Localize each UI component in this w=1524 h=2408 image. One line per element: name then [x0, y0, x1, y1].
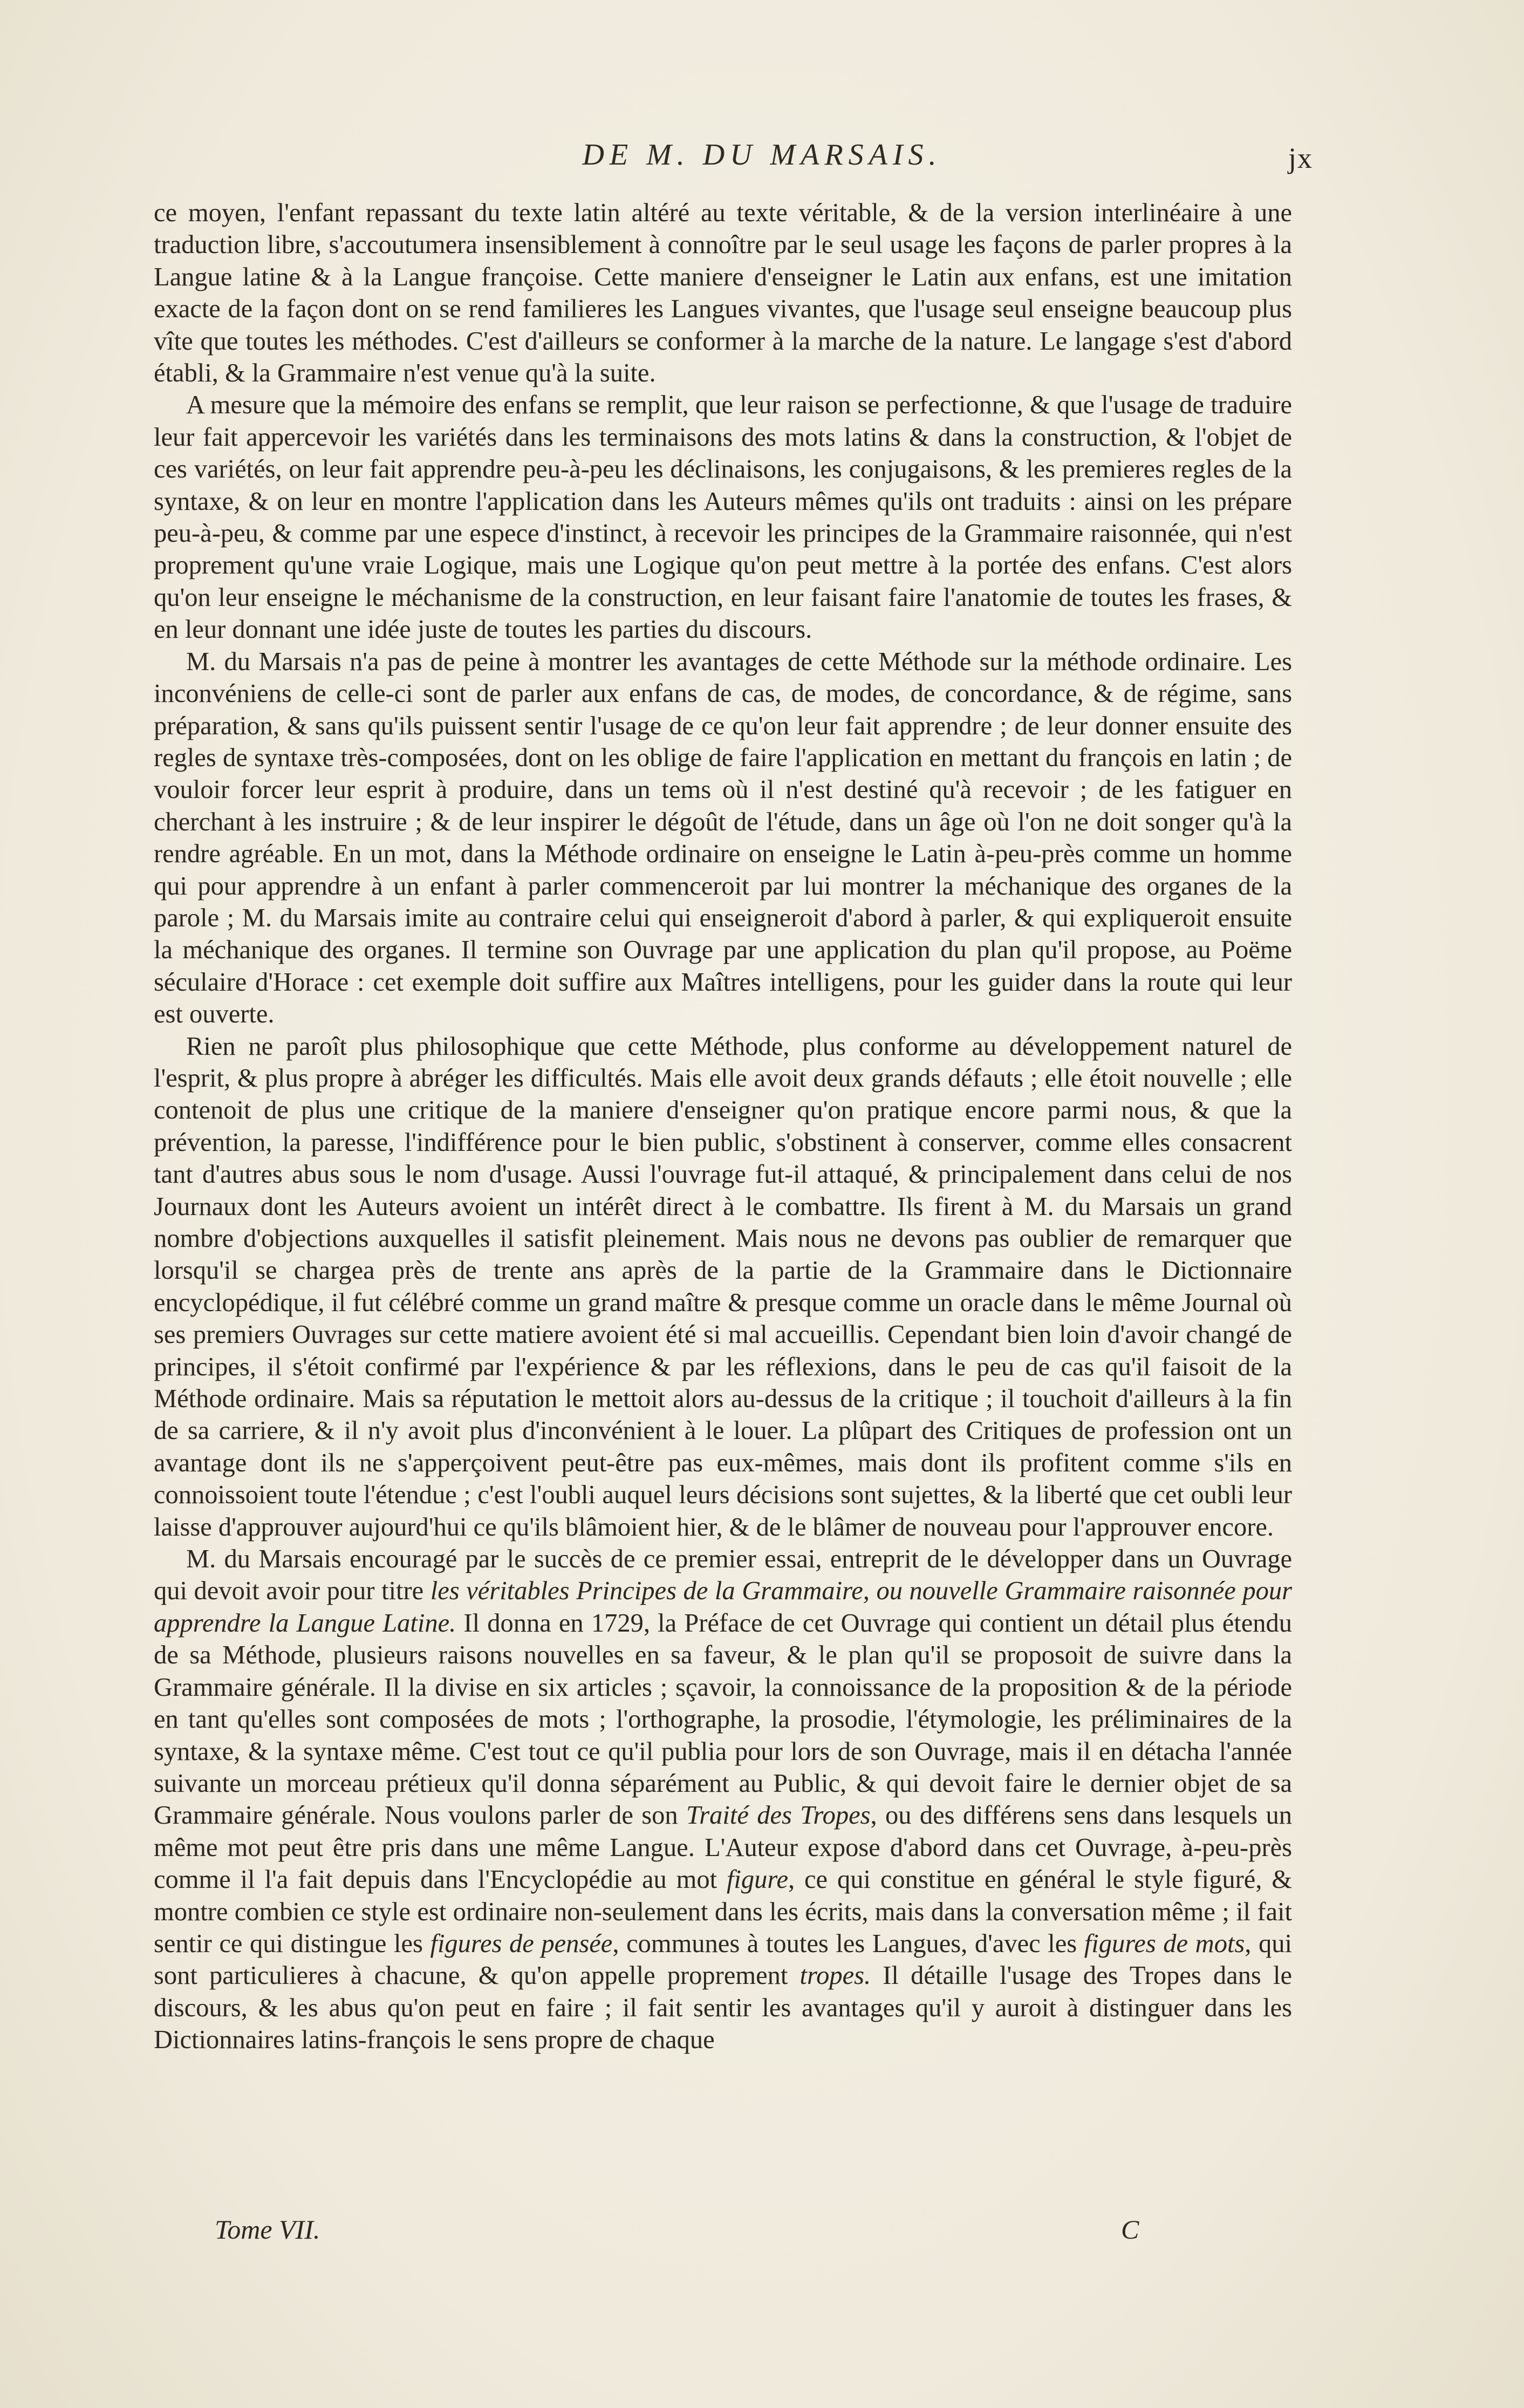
p5-italic-figures-mots: figures de mots	[1084, 1929, 1245, 1958]
running-title: DE M. DU MARSAIS.	[582, 138, 942, 172]
paragraph-4: Rien ne paroît plus philosophique que cette Méthode, plus conforme au développement naturel de l'esprit, & plus propre à abréger les difficultés. Mais elle avoit deux grands défauts ; elle étoit nouvelle ; elle contenoit de plus une critique de la maniere d'enseigner qu'on pratique encore parmi nous, & que la prévention, la paresse, l'indifférence pour le bien public, s'obstinent à conserver, comme elles consacrent tant d'autres abus sous le nom d'usage. Aussi l'ouvrage fut-il attaqué, & principalement dans celui de nos Journaux dont les Auteurs avoient un intérêt direct à le combattre. Ils firent à M. du Marsais un grand nombre d'objections auxquelles il satisfit pleinement. Mais nous ne devons pas oublier de remarquer que lorsqu'il se chargea près de trente ans après de la partie de la Grammaire dans le Dictionnaire encyclopédique, il fut célébré comme un grand maître & presque comme un oracle dans le même Journal où ses premiers Ouvrages sur cette matiere avoient été si mal accueillis. Cependant bien loin d'avoir changé de principes, il s'étoit confirmé par l'expérience & par les réflexions, dans le peu de cas qu'il faisoit de la Méthode ordinaire. Mais sa réputation le mettoit alors au-dessus de la critique ; il touchoit d'ailleurs à la fin de sa carriere, & il n'y avoit plus d'inconvénient à le louer. La plûpart des Critiques de profession ont un avantage dont ils ne s'apperçoivent peut-être pas eux-mêmes, mais dont ils profitent comme s'ils en connoissoient toute l'étendue ; c'est l'oubli auquel leurs décisions sont sujettes, & la liberté que cet oubli leur laisse d'approuver aujourd'hui ce qu'ils blâmoient hier, & de le blâmer de nouveau pour l'approuver encore.	[154, 1032, 1292, 1541]
p5-italic-traite: Traité des Tropes	[686, 1801, 871, 1830]
p5-italic-figure: figure	[726, 1865, 789, 1894]
p5-text-a: M. du Marsais encouragé par le succès de ce premier essai, entreprit de le développer dans un Ouvrage qui devoit avoir pour titre	[154, 1545, 1292, 1606]
p5-text-g: Il détaille l'usage des Tropes dans le discours, & les abus qu'on peut en faire ; il fait sentir les avantages qu'il y auroit à distinguer dans les Dictionnaires latins-françois le sens propre de chaque	[154, 1961, 1292, 2055]
body-text	[154, 197, 1292, 2056]
signature-mark: C	[1121, 2214, 1139, 2245]
paragraph-2: A mesure que la mémoire des enfans se remplit, que leur raison se perfectionne, & que l'usage de traduire leur fait appercevoir les variétés dans les terminaisons des mots latins & dans la construction, & l'objet de ces variétés, on leur fait apprendre peu-à-peu les déclinaisons, les conjugaisons, & les premieres regles de la syntaxe, & on leur en montre l'application dans les Auteurs mêmes qu'ils ont traduits : ainsi on les prépare peu-à-peu, & comme par une espece d'instinct, à recevoir les principes de la Grammaire raisonnée, qui n'est proprement qu'une vraie Logique, mais une Logique qu'on peut mettre à la portée des enfans. C'est alors qu'on leur enseigne le méchanisme de la construction, en leur faisant faire l'anatomie de toutes les frases, & en leur donnant une idée juste de toutes les parties du discours.	[154, 391, 1292, 644]
p5-italic-tropes: tropes.	[799, 1961, 871, 1990]
paragraph-1: ce moyen, l'enfant repassant du texte latin altéré au texte véritable, & de la version interlinéaire à une traduction libre, s'accoutumera insensiblement à connoître par le seul usage les façons de parler propres à la Langue latine & à la Langue françoise. Cette maniere d'enseigner le Latin aux enfans, est une imitation exacte de la façon dont on se rend familieres les Langues vivantes, que l'usage seul enseigne beaucoup plus vîte que toutes les méthodes. C'est d'ailleurs se conformer à la marche de la nature. Le langage s'est d'abord établi, & la Grammaire n'est venue qu'à la suite.	[154, 199, 1292, 388]
p5-italic-title: les véritables Principes de la Grammaire, ou nouvelle Grammaire raisonnée pour apprendre la Langue Latine.	[154, 1577, 1292, 1638]
p5-text-c: , ou des différens sens dans lesquels un même mot peut être pris dans une même Langue. L'Auteur expose d'abord dans cet Ouvrage, à-peu-près comme il l'a fait depuis dans l'Encyclopédie au mot	[154, 1801, 1293, 1894]
p5-text-f: , qui sont particulieres à chacune, & qu'on appelle proprement	[154, 1929, 1292, 1990]
p5-text-d: , ce qui constitue en général le style figuré, & montre combien ce style est ordinaire non-seulement dans les écrits, mais dans la conversation même ; il fait sentir ce qui distingue les	[154, 1865, 1292, 1958]
p5-italic-figures-pensee: figures de pensée	[430, 1929, 613, 1958]
p5-text-e: , communes à toutes les Langues, d'avec les	[612, 1929, 1084, 1958]
p5-text-b: Il donna en 1729, la Préface de cet Ouvrage qui contient un détail plus étendu de sa Méthode, plusieurs raisons nouvelles en sa faveur, & le plan qu'il se proposoit de suivre dans la Grammaire générale. Il la divise en six articles ; sçavoir, la connoissance de la proposition & de la période en tant qu'elles sont composées de mots ; l'orthographe, la prosodie, l'étymologie, les préliminaires de la syntaxe, & la syntaxe même. C'est tout ce qu'il publia pour lors de son Ouvrage, mais il en détacha l'année suivante un morceau prétieux qu'il donna séparément au Public, & qui devoit faire le dernier objet de sa Grammaire générale. Nous voulons parler de son	[154, 1608, 1292, 1830]
page-number: jx	[1288, 142, 1314, 174]
paragraph-5	[154, 1543, 1292, 2056]
paragraph-3: M. du Marsais n'a pas de peine à montrer les avantages de cette Méthode sur la méthode ordinaire. Les inconvéniens de celle-ci sont de parler aux enfans de cas, de modes, de concordance, & de régime, sans préparation, & sans qu'ils puissent sentir l'usage de ce qu'on leur fait apprendre ; de leur donner ensuite des regles de syntaxe très-composées, dont on les oblige de faire l'application en mettant du françois en latin ; de vouloir forcer leur esprit à produire, dans un tems où il n'est destiné qu'à recevoir ; de les fatiguer en cherchant à les instruire ; & de leur inspirer le dégoût de l'étude, dans un âge où l'on ne doit songer qu'à la rendre agréable. En un mot, dans la Méthode ordinaire on enseigne le Latin à-peu-près comme un homme qui pour apprendre à un enfant à parler commenceroit par lui montrer la méchanique des organes de la parole ; M. du Marsais imite au contraire celui qui enseigneroit d'abord à parler, & qui expliqueroit ensuite la méchanique des organes. Il termine son Ouvrage par une application du plan qu'il propose, au Poëme séculaire d'Horace : cet exemple doit suffire aux Maîtres intelligens, pour les guider dans la route qui leur est ouverte.	[154, 647, 1292, 1029]
volume-label: Tome VII.	[215, 2214, 320, 2245]
